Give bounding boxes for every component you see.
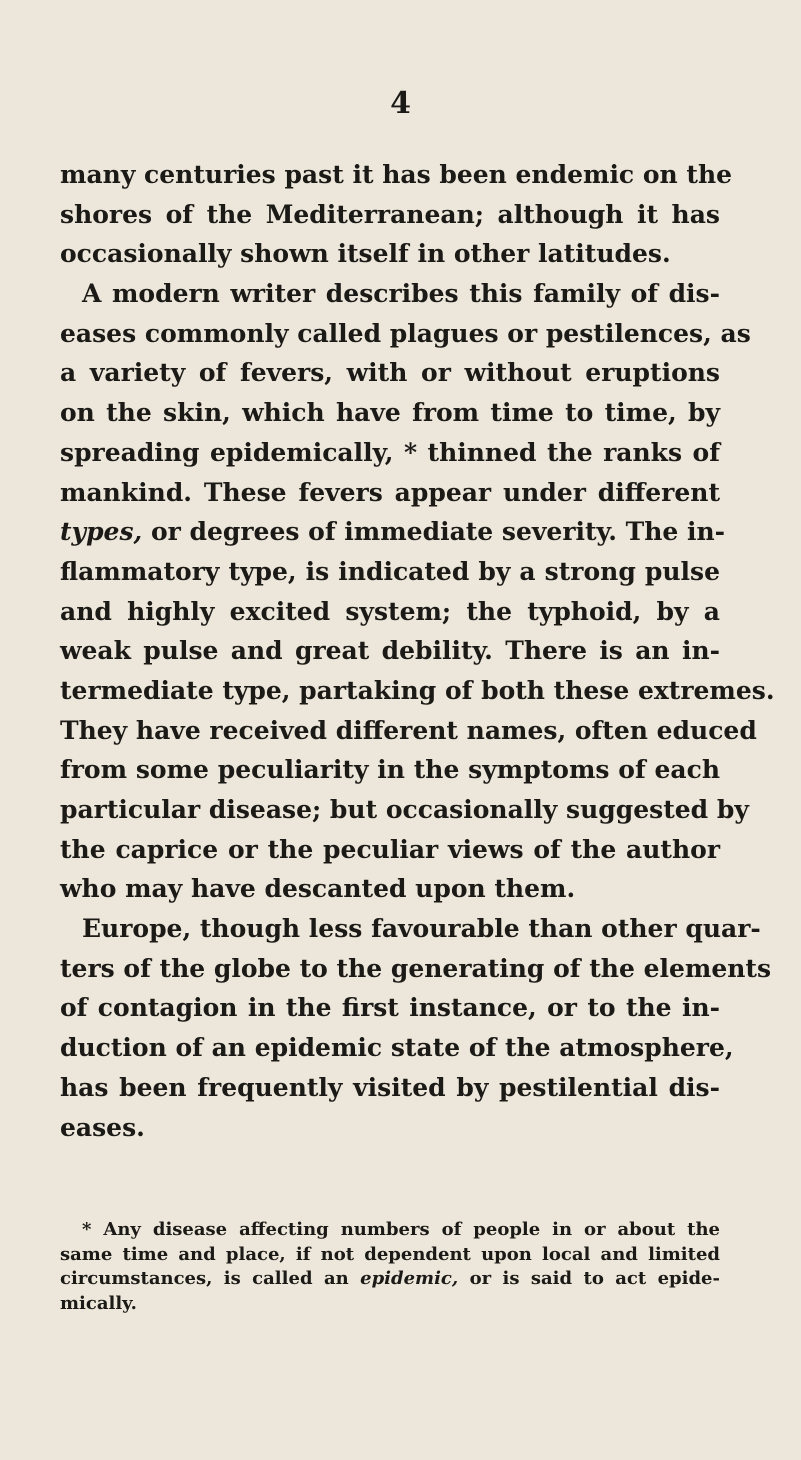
- text-line: many centuries past it has been endemic on the: [60, 160, 733, 189]
- text-line: termediate type, partaking of both these extremes.: [60, 675, 775, 705]
- text-line: shores of the Mediterranean; although it has: [60, 199, 720, 229]
- footnote-line: * Any disease affecting numbers of people in or about the: [82, 1219, 720, 1240]
- footnote-line: same time and place, if not dependent upon local and limited: [60, 1243, 720, 1265]
- body-text: [60, 155, 775, 1147]
- text-line: from some peculiarity in the symptoms of each: [60, 755, 720, 785]
- page-number: 4: [390, 86, 411, 121]
- text-line: eases commonly called plagues or pestilences, as: [60, 318, 751, 348]
- footnote: [60, 1218, 720, 1316]
- text-line: occasionally shown itself in other latitudes.: [60, 239, 671, 269]
- text-line: has been frequently visited by pestilential dis-: [60, 1072, 720, 1102]
- text-line: eases.: [60, 1112, 145, 1142]
- text-segment: or degrees of immediate severity. The in-: [150, 517, 726, 547]
- text-line: weak pulse and great debility. There is an in-: [60, 636, 720, 666]
- footnote-line: [60, 1267, 720, 1292]
- text-line: flammatory type, is indicated by a strong pulse: [60, 556, 720, 586]
- italic-word: epidemic,: [360, 1268, 459, 1289]
- text-line: [60, 512, 726, 552]
- text-line: spreading epidemically, * thinned the ranks of: [60, 437, 720, 467]
- italic-word: types,: [60, 517, 143, 547]
- text-segment: circumstances, is called an: [60, 1268, 349, 1289]
- text-line: the caprice or the peculiar views of the author: [60, 834, 720, 864]
- text-line: ters of the globe to the generating of the elements: [60, 953, 772, 983]
- text-line: and highly excited system; the typhoid, by a: [60, 596, 720, 626]
- text-line: a variety of fevers, with or without eruptions: [60, 358, 720, 388]
- text-line: who may have descanted upon them.: [60, 874, 576, 904]
- text-line: particular disease; but occasionally suggested by: [60, 795, 749, 824]
- text-line: mankind. These fevers appear under different: [60, 477, 720, 507]
- text-line: Europe, though less favourable than other quar-: [82, 914, 761, 944]
- text-segment: or is said to act epide-: [469, 1268, 720, 1289]
- text-line: of contagion in the first instance, or to the in-: [60, 993, 720, 1023]
- footnote-line: mically.: [60, 1292, 137, 1314]
- text-line: on the skin, which have from time to time, by: [60, 398, 720, 428]
- text-line: They have received different names, often educed: [60, 715, 757, 745]
- text-line: duction of an epidemic state of the atmosphere,: [60, 1033, 734, 1063]
- text-line: A modern writer describes this family of dis-: [82, 279, 720, 309]
